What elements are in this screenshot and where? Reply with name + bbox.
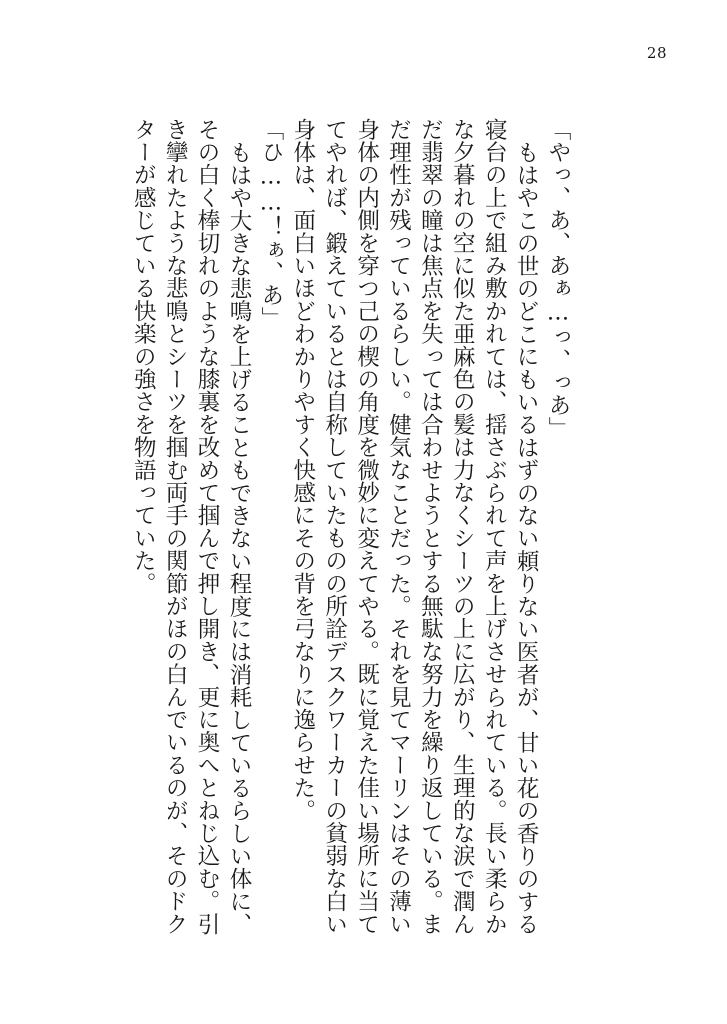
- narrative-paragraph-1: もはやこの世のどこにもいるはずのない頼りない医者が、甘い花の香りのする寝台の上で組み敷かれては、揺さぶられて声を上げさせられている。長い柔らかな夕暮れの空に似た亜麻色の髪は力なくシーツの上に広がり、生理的な涙で潤んだ翡翠の瞳は焦点を失っては合わせようとする無駄な努力を繰り返している。まだ理性が残っているらしい。健気なことだった。それを見てマーリンはその薄い身体の内側を穿つ己の楔の角度を微妙に変えてやる。既に覚えた佳い場所に当ててやれば、鍛えているとは自称していたものの所詮デスクワーカーの貧弱な白い身体は、面白いほどわかりやすく快感にその背を弓なりに逸らせた。: [289, 118, 540, 936]
- vertical-body-text: [130, 118, 573, 938]
- dialogue-line-2: 「ひ……！ぁ、あ」: [257, 118, 284, 330]
- narrative-paragraph-2: もはや大きな悲鳴を上げることもできない程度には消耗しているらしい体に、その白く棒切れのような膝裏を改めて掴んで押し開き、更に奥へとねじ込む。引き攣れたような悲鳴とシーツを掴む両手の関節がほの白んでいるのが、そのドクターが感じている快楽の強さを物語っていた。: [130, 118, 252, 936]
- page-number: 28: [646, 44, 667, 62]
- dialogue-line-1: 「やっ、あ、あぁ…っ、っあ」: [545, 118, 571, 440]
